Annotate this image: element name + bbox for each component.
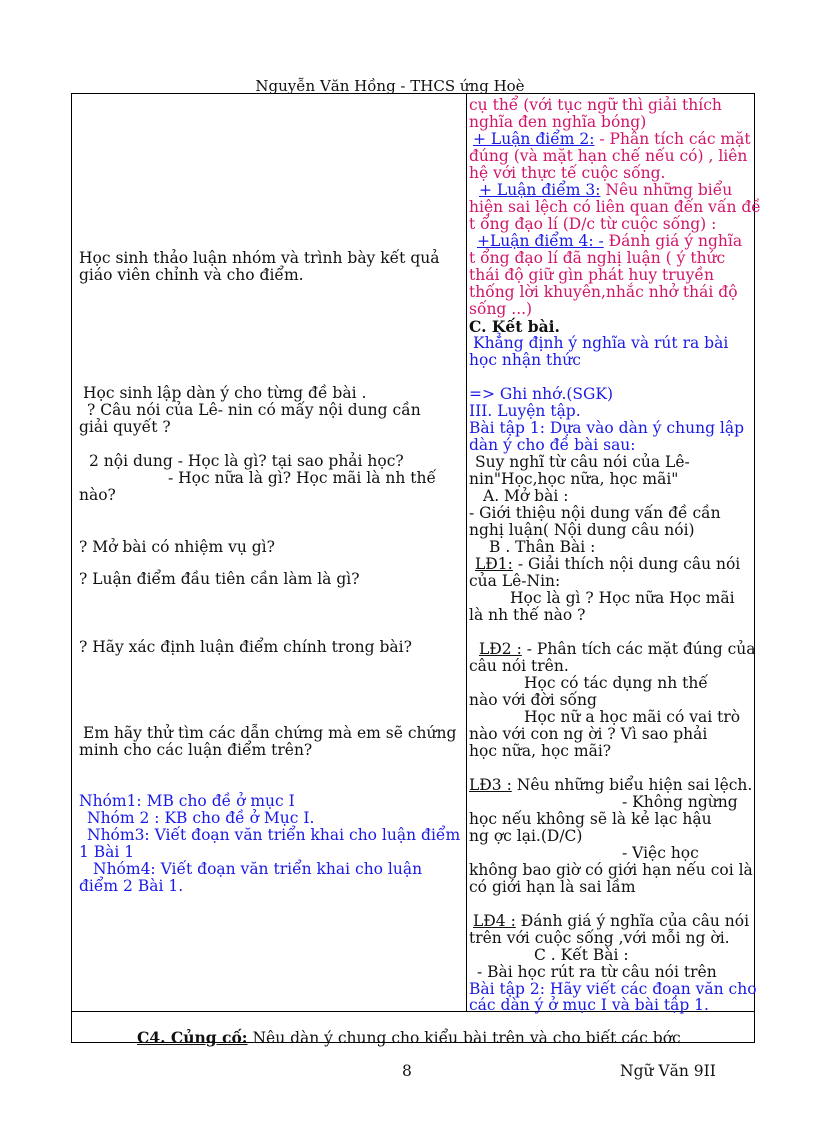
right-line: - Phân tích các mặt bbox=[594, 130, 751, 148]
right-line: nào với con ng ời ? Vì sao phải bbox=[469, 725, 708, 743]
consolidation-label: C4. Củng cố: bbox=[137, 1028, 248, 1047]
right-line: - Bài học rút ra từ câu nói trên bbox=[477, 963, 717, 981]
right-line: III. Luyện tập. bbox=[469, 402, 581, 420]
left-line: - Học nữa là gì? Học mãi là nh thế bbox=[168, 469, 437, 487]
right-line: là nh thế nào ? bbox=[469, 606, 586, 624]
left-line: Học sinh thảo luận nhóm và trình bày kết quả bbox=[79, 249, 440, 267]
right-line: hiện sai lệch có liên quan đến vấn đề bbox=[469, 198, 761, 216]
right-line: Suy nghĩ từ câu nói của Lê- bbox=[475, 453, 690, 471]
point-heading: + Luận điểm 3: bbox=[479, 181, 601, 199]
column-divider bbox=[466, 94, 467, 1011]
right-line: trên với cuộc sống ,với mỗi ng ời. bbox=[469, 929, 730, 947]
right-line: dàn ý cho đề bài sau: bbox=[469, 436, 636, 454]
right-line: học nữa, học mãi? bbox=[469, 742, 612, 760]
left-line: ? Hãy xác định luận điểm chính trong bài? bbox=[79, 638, 412, 656]
right-line: Nêu những biểu bbox=[600, 181, 733, 199]
right-line: - Việc học bbox=[622, 844, 699, 862]
point-heading: +Luận điểm 4: - bbox=[477, 232, 604, 250]
right-line: của Lê-Nin: bbox=[469, 572, 561, 590]
group-task: 1 Bài 1 bbox=[79, 843, 135, 861]
right-line: Khẳng định ý nghĩa và rút ra bài bbox=[473, 334, 729, 352]
left-line: nào? bbox=[79, 486, 116, 504]
right-line: Học có tác dụng nh thế bbox=[524, 674, 708, 692]
left-line: minh cho các luận điểm trên? bbox=[79, 741, 313, 759]
left-line: giáo viên chỉnh và cho điểm. bbox=[79, 266, 304, 284]
lesson-table bbox=[71, 93, 761, 1047]
group-task: điểm 2 Bài 1. bbox=[79, 877, 184, 895]
page-header: Nguyễn Văn Hồng - THCS ứng Hoè bbox=[255, 77, 525, 95]
right-line: A. Mở bài : bbox=[483, 487, 569, 505]
right-line: Đánh giá ý nghĩa của câu nói bbox=[515, 912, 750, 930]
right-line: có giới hạn là sai lầm bbox=[469, 878, 636, 896]
right-line: t ổng đạo lí đã nghị luận ( ý thức bbox=[469, 249, 726, 267]
left-line: Em hãy thử tìm các dẫn chứng mà em sẽ chứng bbox=[83, 724, 457, 742]
right-line: B . Thân Bài : bbox=[489, 538, 596, 556]
point-heading: + Luận điểm 2: bbox=[473, 130, 595, 148]
consolidation-text: Nêu dàn ý chung cho kiểu bài trên và cho biết các bớc bbox=[247, 1029, 681, 1047]
left-line: Học sinh lập dàn ý cho từng đề bài . bbox=[83, 384, 367, 402]
right-line: các dàn ý ở mục I và bài tập 1. bbox=[469, 996, 709, 1014]
page-number: 8 bbox=[402, 1062, 412, 1080]
point-label: LĐ2 : bbox=[479, 640, 522, 658]
right-line: hệ với thực tế cuộc sống. bbox=[469, 164, 666, 182]
left-line: ? Câu nói của Lê- nin có mấy nội dung cần bbox=[87, 401, 421, 419]
right-line: => Ghi nhớ.(SGK) bbox=[469, 385, 614, 403]
left-line: ? Mở bài có nhiệm vụ gì? bbox=[79, 538, 275, 556]
group-task: Nhóm4: Viết đoạn văn triển khai cho luận bbox=[93, 860, 423, 878]
right-line: thống lời khuyên,nhắc nhở thái độ bbox=[469, 283, 738, 301]
right-line: Nêu những biểu hiện sai lệch. bbox=[511, 776, 753, 794]
group-task: Nhóm3: Viết đoạn văn triển khai cho luận điểm bbox=[87, 826, 461, 844]
right-line: học nhận thức bbox=[469, 351, 581, 369]
footer-subject: Ngữ Văn 9II bbox=[620, 1062, 716, 1080]
right-line: sống ...) bbox=[469, 300, 533, 318]
right-line: Học nữ a học mãi có vai trò bbox=[524, 708, 741, 726]
right-line: cụ thể (với tục ngữ thì giải thích bbox=[469, 96, 722, 114]
right-line: - Không ngừng bbox=[622, 793, 738, 811]
right-line: Bài tập 1: Dựa vào dàn ý chung lập bbox=[469, 419, 745, 437]
right-line: không bao giờ có giới hạn nếu coi là bbox=[469, 861, 753, 879]
right-line: ng ợc lại.(D/C) bbox=[469, 827, 583, 845]
right-line: nghĩa đen nghĩa bóng) bbox=[469, 113, 647, 131]
right-line: Học là gì ? Học nữa Học mãi bbox=[510, 589, 735, 607]
left-line: giải quyết ? bbox=[79, 418, 171, 436]
left-line: ? Luận điểm đầu tiên cần làm là gì? bbox=[79, 570, 360, 588]
section-heading: C. Kết bài. bbox=[469, 317, 560, 336]
right-line: Bài tập 2: Hãy viết các đoạn văn cho bbox=[469, 980, 757, 998]
right-line: - Phân tích các mặt đúng của bbox=[521, 640, 756, 658]
left-line: 2 nội dung - Học là gì? tại sao phải học? bbox=[89, 452, 404, 470]
right-line: đúng (và mặt hạn chế nếu có) , liên bbox=[469, 147, 748, 165]
group-task: Nhóm 2 : KB cho đề ở Mục I. bbox=[87, 809, 315, 827]
right-line: C . Kết Bài : bbox=[534, 946, 629, 964]
right-line: nghị luận( Nội dung câu nói) bbox=[469, 521, 695, 539]
right-line: - Giải thích nội dung câu nói bbox=[512, 555, 741, 573]
right-line: học nếu không sẽ là kẻ lạc hậu bbox=[469, 810, 712, 828]
right-line: câu nói trên. bbox=[469, 657, 569, 675]
point-label: LĐ4 : bbox=[473, 912, 516, 930]
right-line: t ổng đạo lí (D/c từ cuộc sống) : bbox=[469, 215, 717, 233]
right-line: - Giới thiệu nội dung vấn đề cần bbox=[469, 504, 721, 522]
group-task: Nhóm1: MB cho đề ở mục I bbox=[79, 792, 295, 810]
right-line: Đánh giá ý nghĩa bbox=[603, 232, 743, 250]
point-label: LĐ3 : bbox=[469, 776, 512, 794]
consolidation-row bbox=[137, 1029, 681, 1047]
point-label: LĐ1: bbox=[475, 555, 513, 573]
right-line: thái độ giữ gìn phát huy truyền bbox=[469, 266, 714, 284]
right-line: nin"Học,học nữa, học mãi" bbox=[469, 470, 679, 488]
right-line: nào với đời sống bbox=[469, 691, 597, 709]
